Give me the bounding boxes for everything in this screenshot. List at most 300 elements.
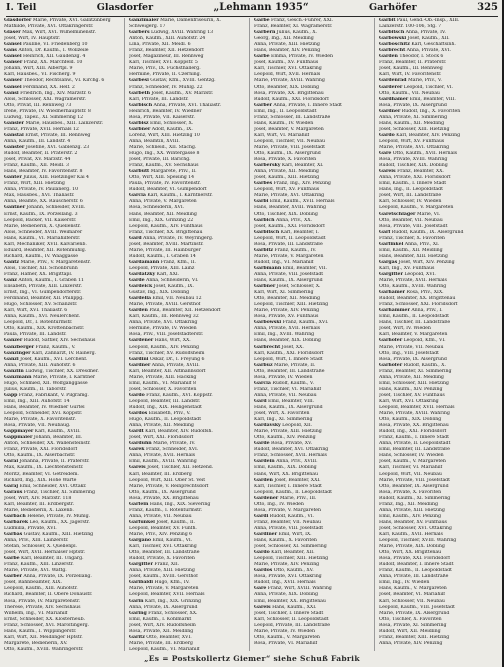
entry-details: Emma, Private, IV. Wieden — [270, 54, 333, 60]
entry-details: Otto, Beamter, XII. Meidling — [254, 296, 320, 302]
entry-details: Hans, Kaufm., IX. Alsergrund — [254, 405, 323, 410]
entry-details: Franz, Beamter, XI. Simmering — [379, 368, 452, 374]
entry-details: Anna, Private, XII. Meidling — [254, 169, 319, 175]
entry-details: Leopold, Beamter, III. Landstr. — [129, 398, 201, 404]
entry-surname: Gardenrad — [379, 78, 407, 84]
entry-details: Rudolf, Kaufm., XI. Simmering — [379, 495, 451, 501]
entry-details: Rosa, Private, XX. Brigittenau — [129, 495, 199, 501]
page-header — [6, 2, 498, 17]
entry-details: Eduard, Beamter, XII. Rotenmühlg. — [4, 247, 87, 253]
entry-details: Franz, Schlosser, XVI. Maroltingerg. — [4, 622, 90, 628]
entry-details: Johann, Wirt, XIII. Albertpl. 9 — [4, 66, 73, 72]
entry-details: Rosa, Private, VII. Kaiserstr. — [129, 114, 195, 120]
entry-surname: Garbmann — [254, 265, 282, 271]
entry-details: Franz, Private, XXI. Floridsdorf — [4, 447, 78, 453]
entry-surname: Gardos — [129, 411, 148, 417]
entry-details: Emil, Ing., II. Leopoldstadt — [254, 108, 317, 114]
entry-details: Leopold, Wirt, XV. Fünfhaus — [379, 138, 445, 144]
entry-details: Georg, Ing., XII. Meidling — [254, 36, 314, 42]
entry-surname: Gardner — [129, 362, 151, 368]
entry-details: Anna, Private, XIV. Penzing — [379, 640, 443, 646]
entry-details: Marie, Private, XIII. Hietzing — [254, 429, 322, 435]
entry-details: Marie, Private, XVIII. Gersthof — [129, 302, 201, 308]
entry-surname: Gardo — [379, 132, 395, 138]
entry-details: Franz, Schlosser, XXI. Floridsdorf — [379, 302, 458, 308]
entry-details: Leopold, Tischler, XIII. Hietzing — [254, 302, 329, 308]
entry-details: Marie, Damenfriseurin, X. — [160, 18, 221, 23]
entry-details: Julius, Kaufm., II. Taborstr. — [4, 386, 67, 392]
entry-details: Helene, Private, IV. Mühlg. — [27, 513, 90, 519]
entry-surname: Garaus — [4, 489, 23, 495]
entry-details: Stefan, Schlosser, X. Quellenpl. — [4, 544, 77, 550]
entry-details: Emil, Beamter, XX. Brigittenau — [254, 598, 326, 604]
entry-details: Leopold, Private, XIII. Lainz — [129, 265, 195, 271]
entry-details: Karl, Tischler, VI. Mariahilf — [379, 465, 443, 471]
entry-details: Marie, Private, XVIII. Währing — [254, 78, 325, 84]
entry-details: Hans, Ing., XIX. Sievering — [149, 501, 211, 507]
entry-surname: Gargitter — [129, 562, 153, 568]
entry-details: Hans, Kaufm., XIV. Penzing — [379, 386, 443, 392]
entry-details: Anna, Private, I. Innere Stadt — [273, 102, 342, 108]
entry-details: Hans, Kaufm., XII. Meidling — [379, 120, 445, 126]
entry-details: Josef, Tischler, XII. Hetzend. — [147, 465, 214, 471]
entry-details: Anna, Private, VII. Neubau — [254, 392, 317, 398]
entry-details: Karl, Schlosser, II. Leopoldstadt — [254, 616, 329, 622]
entry-surname: Garden — [129, 308, 148, 314]
entry-surname: Gargas — [379, 259, 398, 265]
entry-surname: Gare — [379, 151, 392, 157]
entry-details: Emil, Ing., IV. Wieden — [379, 580, 430, 586]
entry-details: Otto, Kaufm., XIX. Krottenbachstr. — [4, 326, 85, 332]
entry-details: Josef, Wirt, XXI. Floridsdorf — [129, 435, 194, 441]
entry-details: Anna, Private, XII. Meidling — [129, 423, 194, 429]
entry-details: Leopold, Kfm., VI. — [403, 338, 446, 344]
entry-details: Franz, Tischler, VI. Mariahilf — [254, 386, 322, 392]
entry-details: Hermine, Private, IV. Wieden — [129, 326, 197, 332]
entry-surname: Ganzberger — [4, 344, 35, 350]
entry-details: Anna, Private, XVI. Thaliastr. — [153, 102, 221, 108]
directory-entry — [4, 647, 122, 651]
entry-surname: Garfinkel — [379, 241, 404, 247]
entry-details: Josef, Tischler, I. Innere Stadt — [254, 610, 324, 616]
entry-details: Marie, Private, IV. Wieden — [254, 628, 315, 634]
entry-details: Rosa, Private, XX. Brigittenau — [379, 423, 449, 429]
entry-details: Marie, Private, III. Hainburger — [129, 247, 201, 253]
entry-surname: Ganzinger — [4, 350, 31, 356]
entry-surname: Garbe — [4, 556, 20, 562]
entry-details: Karl, Beamter, III. Erdbergstr. — [4, 501, 75, 507]
entry-surname: Ganzlin — [4, 368, 24, 374]
entry-surname: Gare — [254, 586, 267, 592]
entry-details: Emil, Kaufm., VI. Mariahilf 8 — [129, 380, 196, 386]
entry-details: Marie, Private, X. Favoritenstr. — [4, 417, 76, 423]
entry-surname: Garing — [129, 610, 147, 616]
entry-details: Rosa, Private, XX. Brigittenau — [254, 90, 324, 96]
entry-details: Marie, Private, IV. — [153, 441, 196, 447]
entry-surname: Garboschitz — [379, 42, 410, 48]
entry-details: Marie, Private, XIV. Penzing — [254, 308, 320, 314]
entry-details: Leopold, Beamter, XVII. Hernals — [379, 405, 455, 410]
entry-details: Julius, Kaufm., X. — [276, 30, 317, 36]
entry-details: Leo, Kaufm., XX. Jägerstr. — [29, 519, 90, 525]
entry-details: Richard, Beamter, II. Obere Donaustr. — [4, 592, 93, 598]
entry-details: Franz, Wirt, XIII. Hietzing — [4, 181, 65, 187]
entry-details: Hans, Wirt, XX. — [154, 338, 191, 344]
entry-details: Anna, Private, II. Leopoldstadt — [379, 441, 451, 447]
entry-surname: Gansel — [4, 54, 22, 60]
entry-details: Leopold, Private, III. Landstraße — [254, 622, 331, 628]
entry-details: Karl, Beamter, XII. — [271, 550, 315, 556]
entry-details: Hans, Beamter, IV. Wiedner Gürtel — [4, 405, 85, 410]
entry-details: Karl, Kaufm., I. Kärntnerstr. — [147, 193, 213, 199]
entry-surname: Gareis — [379, 169, 396, 175]
entry-details: Rudolf, Wirt, XII. Meidling — [379, 628, 441, 634]
entry-details: Marie, Private, III. Erdberg — [129, 640, 193, 646]
entry-details: Rudolf, Beamter, XVI. Ottakring — [254, 447, 329, 453]
entry-details: Max, Hausbes., XVI. Thaliastr. — [4, 193, 75, 199]
entry-details: Karl, Beamter, XII. Altmannsdorf — [129, 368, 206, 374]
entry-details: Josefine, XVI. Gablenzg. 23 — [25, 144, 90, 150]
entry-surname: Garbisch — [129, 102, 153, 108]
entry-details: Franz, Beamter, XI. Wagramerstr. — [254, 24, 333, 30]
entry-details: Emil, Kaufm., I. Innere Stadt — [379, 181, 447, 187]
entry-details: Anna, Private, VIII. Josefstadt — [254, 525, 324, 531]
entry-details: Leopold, Kaufm., VI. Mariahilf — [129, 646, 200, 651]
entry-details: Karl, Beamter, V. Margareten — [379, 332, 448, 338]
entry-details: Franz, XX. Marchfeld. 10 — [23, 60, 83, 66]
entry-details: Leopold, XII. — [282, 423, 313, 429]
page-number: 325 — [477, 2, 498, 13]
entry-details: Franz, Tischler, XX. Brigittenau — [129, 229, 203, 235]
entry-details: Josef, Schlosser, X. — [276, 284, 321, 290]
entry-surname: Ganzer — [4, 338, 23, 344]
entry-details: Friedrich, Ing., XIV. Märzstr. 6 — [20, 90, 91, 96]
entry-details: Karl, Wirt, XI. Simmering — [254, 290, 314, 296]
entry-details: Otto, Kaufm., VII. Neubau — [379, 90, 440, 96]
entry-surname: Garbas — [4, 531, 23, 537]
entry-details: Hans, Beamter, XIX. Döbling — [254, 338, 321, 344]
entry-details: Franz, Ing., XIV. Penzing — [273, 181, 331, 187]
page-footer: „Es = Postskollertz Giemer“ siehe Schuß Fabrik — [144, 654, 360, 663]
entry-details: Emil, Kaufm., XII. Meidling — [379, 247, 443, 253]
entry-details: Emil, Kaufm., XIX. Döbling — [254, 465, 317, 471]
entry-surname: Garbarek — [4, 519, 29, 525]
entry-details: Rudolf, Kaufm., IX. Alsergrund — [391, 229, 464, 235]
entry-details: Leopold, Bäcker, VII. Kaiserstr. — [4, 217, 77, 223]
entry-details: Josef, Wirt, X. Favoriten — [254, 411, 310, 417]
entry-details: Karl, Beamter, XIV. Rudolfsh. — [145, 429, 213, 435]
entry-surname: Garhöfer — [379, 362, 403, 368]
entry-surname: Ganster — [4, 144, 25, 150]
entry-details: Franz, Hafner, XX. Brigittapl. — [4, 271, 73, 277]
entry-details: Karl, Wirt, XII. Meidlinger Hptstr. — [4, 634, 83, 640]
column-4 — [379, 18, 500, 651]
entry-details: Marie, Private, XIV. Penzing — [254, 562, 320, 568]
entry-surname: Ganz — [4, 278, 17, 284]
entry-details: Leopold, Kaufm., VIII. Josefstadt — [379, 604, 455, 610]
entry-details: Franz, Schlosser, XX. — [148, 610, 198, 616]
entry-surname: Garbes — [254, 181, 273, 187]
entry-details: Anna, Priv., XX. — [275, 217, 312, 223]
entry-details: Anna, Private, IV. Weyringerg. — [143, 235, 214, 241]
entry-details: Anna, Private, XVI. Ottakring — [129, 320, 198, 326]
entry-surname: Garbern — [254, 30, 276, 36]
entry-details: Rosa, Private, III. Landstraße — [254, 241, 323, 247]
entry-details: Richard, Kaufm., IV. Waaggasse — [4, 253, 78, 259]
entry-details: Karl, XXI. — [156, 271, 180, 277]
column-3 — [254, 18, 375, 651]
entry-details: Rosa, Private, V. Margareten — [254, 507, 321, 513]
entry-details: Schweigerg. 17 — [129, 24, 166, 30]
entry-details: Hugo, Ing., XX. Wintergasse 8 — [129, 151, 200, 157]
entry-surname: Gareis — [254, 604, 271, 610]
entry-details: Franz, Kaufm., XVI. Koppstr. — [146, 392, 213, 398]
entry-details: Paul, Gend.-Ob.-Insp., XIII. — [396, 18, 460, 23]
directory-entry — [254, 641, 372, 647]
entry-surname: Garbesi — [129, 78, 149, 84]
entry-surname: Garde — [129, 278, 145, 284]
entry-details: Otto, Kaufm., XVII. Hernals — [392, 151, 458, 157]
entry-details: Rosa, Private, VIII. Josefstadt — [379, 223, 448, 229]
entry-details: Josef, Beamter, VI. Mariahilf — [379, 592, 445, 598]
entry-details: Rudolf, Kaufm., V. — [272, 380, 314, 386]
entry-details: Hans, Beamter, XIII. Hietzing — [379, 253, 448, 259]
entry-details: Karl, Ing., XIX. Grinzing — [144, 598, 202, 604]
entry-details: Anna, Priv., XVIII. — [276, 459, 318, 465]
entry-surname: Gargitter — [379, 271, 403, 277]
entry-surname: Garaj — [4, 483, 18, 489]
entry-details: Rudolf, Beamter, I. Innere Stadt — [379, 562, 454, 568]
entry-details: Hans, Beamter, XVIII. Währing — [254, 205, 326, 211]
entry-surname: Gard — [129, 235, 142, 241]
entry-surname: Gardamann — [129, 259, 160, 265]
entry-details: Gustav, Kaufm., XIII. Hietzing — [23, 531, 94, 537]
entry-details: Franz, Gesch.-Führer, XXI. — [270, 18, 334, 23]
entry-details: Otto, Kaufm., IX. Alserbachstr. — [4, 453, 76, 459]
entry-details: Anna, Private, IX. Alsergrund — [129, 604, 198, 610]
entry-surname: Gapp — [4, 392, 18, 398]
entry-details: Ferdinand, XX. Helf. 2 — [23, 84, 75, 90]
entry-surname: Gansel — [4, 84, 22, 90]
entry-details: Hans, Beamter, XII. Meidling — [129, 211, 197, 217]
entry-details: Anna, Private, XVIII. — [151, 362, 200, 368]
entry-details: Emil, Kaufm., XVII. Hernals — [269, 199, 335, 205]
entry-surname: Gardeick — [129, 284, 153, 290]
entry-details: Lina, Private, XII. Meidl. 6 — [129, 42, 191, 48]
entry-details: Johanna, Private, II. Praterstr. — [19, 459, 90, 465]
entry-details: Karl, Kaufm., XVII. Hernals — [379, 531, 443, 537]
entry-surname: Garbi — [254, 199, 269, 205]
entry-surname: Garbitz — [254, 247, 274, 253]
entry-surname: Gardein — [254, 459, 275, 465]
entry-surname: Garai — [4, 459, 19, 465]
entry-details: Marie, Bedienerin, X. Quellenstr. — [4, 223, 81, 229]
entry-details: Franz, Schlosser, III. Landstraße — [254, 114, 331, 120]
entry-surname: Gardatzky — [129, 271, 156, 277]
entry-details: Karl, Mechaniker, XVII. Kalvarienb. — [4, 241, 87, 247]
entry-surname: Garduhn — [129, 441, 152, 447]
entry-details: Anna, Private, III. Landstraße — [379, 574, 449, 580]
entry-details: Ernst, Kaufm., IX. Porzellang. 3 — [4, 211, 78, 217]
entry-details: Karl, Kaufm., III. Rennweg 32 — [129, 314, 199, 320]
entry-details: Anna, Kaufm., XVI. Neulerchenf. — [4, 314, 81, 320]
entry-details: Hans, Kaufm., X. Favoriten — [254, 538, 317, 544]
entry-surname: Garbuz — [254, 362, 273, 368]
entry-details: Alois, Schlosser, XXI. Wagramerstr. — [4, 96, 87, 102]
entry-surname: Gard — [254, 398, 267, 404]
entry-details: Marie, Priv., V. — [407, 78, 442, 84]
entry-details: Anna, Private, VIII. Josefstadt — [254, 271, 324, 277]
entry-details: Anna, Private, XIII. Hietzing — [129, 568, 195, 574]
entry-surname: Glaser — [4, 30, 21, 36]
entry-details: Hans, Ing., II. Leopoldstadt — [379, 187, 443, 193]
entry-details: Marie, Private, XVI. Gallitzinberg — [32, 18, 111, 23]
entry-surname: Garbach — [4, 513, 26, 519]
entry-details: Karl, Tischler, I. Innere Stadt — [254, 483, 322, 489]
entry-details: Johann, Schneider, XVIII. — [26, 205, 86, 211]
range-end-name: Garhöfer — [369, 2, 417, 13]
entry-details: Franz, Tischler, XV. Rudolfsheim — [129, 350, 205, 356]
entry-details: Hugo, Kfm., IV. — [154, 580, 190, 586]
entry-details: Anna, Beamtin, XVIII. — [129, 138, 180, 144]
entry-details: Leopold, Kaufm., II. Leopoldstadt — [254, 489, 333, 495]
entry-details: Marie, Schneid., XII. Stachg. — [129, 144, 197, 150]
entry-surname: Gappmaier — [4, 435, 33, 441]
entry-details: Karl, Zahnarzt, IV. Rainerg. — [32, 350, 96, 356]
entry-details: Rosa, Private, VI. Mariahilf — [254, 640, 318, 646]
entry-details: Leopold, Tischler, VI. — [403, 84, 454, 90]
entry-details: Josef, XX. — [281, 344, 304, 350]
entry-details: Josef, Magazineur, III. Rennweg — [129, 54, 204, 60]
entry-details: Otto, Beamter, III. Landstraße — [254, 368, 325, 374]
entry-details: Otto, Beamter, XIX. Döbling — [254, 84, 319, 90]
entry-details: Rudolf, Beamter, XX. Brigittenau — [379, 296, 456, 302]
entry-surname: Garek — [129, 447, 145, 453]
entry-details: Otto, Beamter, IX. Alsergrund — [379, 483, 449, 489]
entry-details: Gustav, Kfm., XVIII. Gentzg. — [150, 78, 216, 84]
entry-details: Rosa, Private, XV. — [270, 441, 312, 447]
entry-details: Josef, Kaufm., XXI. Floridsdorf — [254, 223, 325, 229]
entry-details: Rudolf, Kaufm., XXI. Floridsdorf — [254, 96, 329, 102]
entry-details: Heinrich, XII. Gaudenzg. 4 — [23, 54, 86, 60]
entry-details: Hans, Kaufm., IV. Wieden — [254, 120, 314, 126]
entry-details: Hans, Tischler, III. Landstraße — [379, 320, 451, 326]
entry-details: Rudolf, Ing., XVII. Hernals — [254, 580, 316, 586]
entry-details: Adolf, Kaufm., IX. — [151, 126, 193, 132]
entry-details: Karl, Beamter, XIV. Penzing — [396, 132, 461, 138]
entry-details: Josef, Wirt, XIV. Märzstr. 118 — [4, 495, 72, 501]
entry-details: Rosa, Private, IV. Wieden — [254, 374, 313, 380]
entry-details: Franz, Kfm., II. — [160, 259, 196, 265]
entry-details: Marie, Priv., III. — [279, 495, 317, 501]
entry-surname: Garbersky — [254, 163, 281, 169]
entry-details: Marie, Private, VIII. Josefstadt — [379, 477, 450, 483]
entry-surname: Garbers — [129, 30, 150, 36]
entry-details: Josef, Beamter, V. Margareten — [254, 126, 324, 132]
entry-surname: Gardo — [129, 392, 145, 398]
entry-details: Richard, Ing., XIX. Hohe Warte — [4, 477, 77, 483]
entry-details: Marie, Private, V. Margareten — [129, 586, 199, 592]
entry-details: Josef, Wirt, IV. Wieden — [379, 326, 431, 332]
entry-surname: Ganzl — [4, 356, 19, 362]
entry-surname: Gareis — [129, 465, 146, 471]
entry-details: Marie, Private, XVI. Wattg. — [4, 568, 67, 574]
entry-details: Franz, Kaufm., I. Rotenturmstr. — [129, 507, 203, 513]
entry-details: Josef, Wirt, III. Landstraße — [379, 193, 442, 199]
entry-details: Otto, Tischler, XIX. Döbling — [254, 211, 318, 217]
entry-surname: Gardt — [129, 429, 144, 435]
entry-details: Leopold, Wirt, XV. Fünfhaus — [254, 187, 320, 193]
entry-details: Otto, Kaufm., XIX. Döbling — [379, 417, 442, 423]
entry-details: Josef, Kaufm., IX. — [153, 284, 194, 290]
directory-entry — [379, 641, 498, 647]
entry-details: Karl, Kaufm., XVIII. — [34, 429, 81, 435]
entry-details: Josef, Private, III. Barichg. — [129, 157, 191, 163]
entry-details: Josef, Kaufm., II. — [156, 519, 196, 525]
entry-details: Leopold, Tischler, XVIII. Währing — [379, 538, 457, 544]
entry-details: Josef, Wirt, XIV. Penzing — [398, 259, 455, 265]
entry-surname: Garden — [254, 477, 273, 483]
entry-details: Josef, Kaufm., V. Margareten — [379, 459, 446, 465]
entry-surname: Garderer — [379, 84, 403, 90]
entry-details: Anna, Private, XVI. — [406, 48, 451, 54]
directory-columns — [4, 18, 500, 651]
entry-details: Hans, Schlosser, IV. Wieden — [379, 453, 444, 459]
entry-details: Anton, Kaufm., I. Graben 11 — [18, 278, 84, 284]
entry-surname: Garbowski — [379, 36, 407, 42]
entry-details: Karl, Tischler, XVI. Ottakring — [129, 544, 197, 550]
entry-details: Marie, Private, II. — [274, 362, 316, 368]
entry-details: Franz, Beamter, VII. Neubau — [254, 519, 322, 525]
entry-surname: Garbe — [254, 54, 270, 60]
entry-details: Franz, Kaufm., II. Leopoldstadt — [379, 568, 452, 574]
entry-details: Karl, Beamter, I. — [280, 229, 319, 235]
entry-surname: Garhofer — [379, 338, 403, 344]
entry-details: Rudolf, Ing., XIX. Heiligenstadt — [129, 405, 202, 410]
entry-details: Karl, Beamter, III. Erdberg — [129, 471, 192, 477]
entry-surname: Gardos — [254, 568, 273, 574]
entry-details: Franz, Beamter, XIII. Hietzing — [379, 634, 450, 640]
entry-details: Franz, Beamter, II. Praterstr. — [379, 60, 447, 66]
entry-details: Anna, Private, XVII. Hernals — [254, 326, 320, 332]
entry-details: Franz, Kaufm., I. Innere Stadt — [379, 435, 449, 441]
entry-surname: Gantner — [4, 205, 26, 211]
entry-details: Hans, Kaufm., IX. Alsergrund — [254, 278, 323, 284]
entry-details: Rosa, Private, XVIII. Währing — [379, 157, 448, 163]
entry-details: Franz, Schneider, IV. Mühlg. 22 — [129, 84, 203, 90]
entry-details: Hans, Beamter, XIV. Penzing — [254, 48, 321, 54]
entry-details: Anna, Private, XIII. Hietzing — [254, 42, 320, 48]
entry-details: Franz, Kaufm., XV. Sechshaus — [129, 163, 199, 169]
entry-details: Karl, Wirt, XVI. Thaliastr. 6 — [4, 308, 68, 314]
entry-surname: Gantz — [4, 259, 20, 265]
entry-details: Ludwig, Tischler, XX. Dresdner. — [25, 368, 99, 374]
entry-details: Josef, Wirt, XVII. Hernalser Hptstr. — [4, 550, 86, 556]
entry-details: Franz, Kaufm., XII. Meidl. 3 — [4, 163, 69, 169]
entry-surname: Gänzlmaier — [129, 18, 159, 23]
entry-details: Marie, Private, IX. Alsergrund — [379, 610, 450, 616]
entry-details: Leopold, Tischler, VII. Neubau — [254, 138, 325, 144]
entry-details: Franz, Ing., XII. Meidling — [379, 501, 438, 507]
entry-details: Hans, Kaufm., I. Wipplingerstr. — [4, 628, 77, 634]
entry-details: Otto, Wirt, XX. Brigittenau — [379, 550, 442, 556]
entry-details: Josef, Schlosser, XI. Simmering — [254, 544, 327, 550]
directory-entry — [129, 647, 247, 651]
entry-surname: Garcia — [129, 193, 146, 199]
entry-details: Rudolf, Ing., VI. Mariahilf — [254, 259, 314, 265]
entry-details: Ernst, Private, III. Rennweg — [25, 132, 91, 138]
entry-details: Otto, Beamter, XVI. — [146, 634, 192, 640]
